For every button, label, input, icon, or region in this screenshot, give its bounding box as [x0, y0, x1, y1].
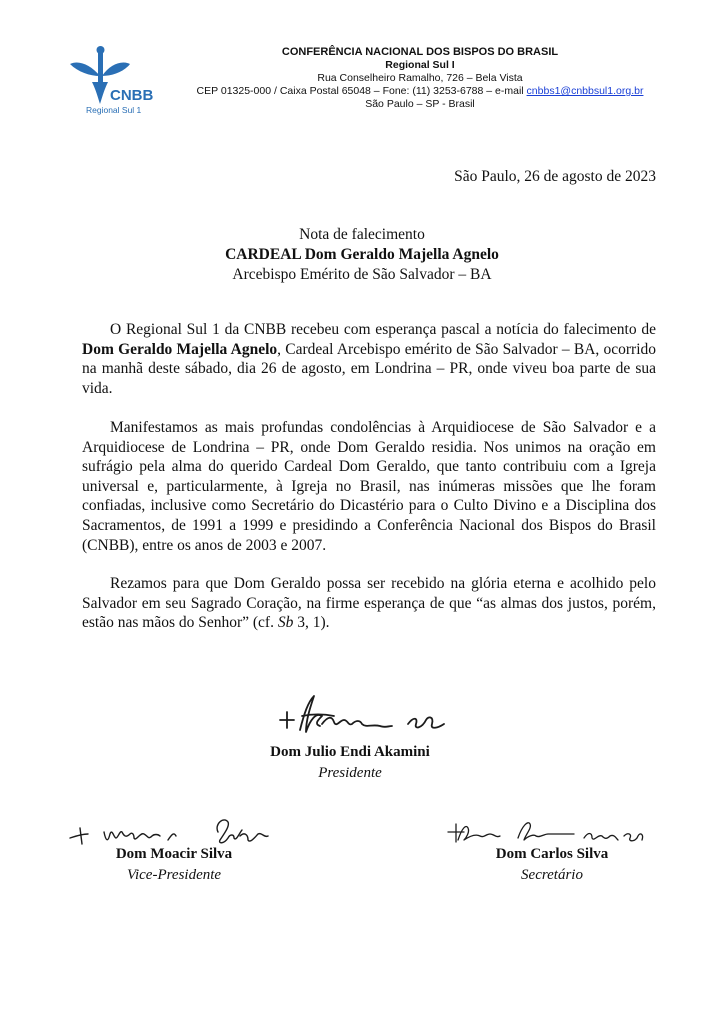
- paragraph-3-text-b: 3, 1).: [293, 614, 330, 632]
- paragraph-1-text-b: , Cardeal Arcebispo emérito de São Salvador – BA, ocorrido na manhã deste sábado, dia 26 de agosto, em Londrina – PR, onde viveu boa parte de sua vida.: [82, 340, 656, 397]
- president-name: Dom Julio Endi Akamini: [270, 744, 430, 760]
- org-name: CONFERÊNCIA NACIONAL DOS BISPOS DO BRASIL: [281, 46, 559, 58]
- president-signature-icon: [276, 690, 456, 742]
- secretary-role: Secretário: [521, 867, 583, 883]
- document-date: São Paulo, 26 de agosto de 2023: [454, 168, 656, 185]
- paragraph-2: Manifestamos as mais profundas condolências à Arquidiocese de São Salvador e a Arquidiocese de Londrina – PR, onde Dom Geraldo residia. Nos unimos na oração em sufrágio pela alma do querido Cardeal Dom Geraldo, que tanto contribuiu com a Igreja universal e, particularmente, à Igreja no Brasil, nas inúmeras missões que lhe foram confiadas, inclusive como Secretário do Dicastério para o Culto Divino e a Disciplina dos Sacramentos, de 1991 a 1999 e presidindo a Conferência Nacional dos Bispos do Brasil (CNBB), entre os anos de 2003 e 2007.: [82, 419, 656, 554]
- contact-prefix: CEP 01325-000 / Caixa Postal 65048 – Fone: (11) 3253-6788 – e-mail: [196, 85, 527, 97]
- president-role: Presidente: [318, 765, 382, 781]
- paragraph-3: [82, 574, 656, 633]
- regional-name: Regional Sul I: [385, 59, 455, 71]
- email-link[interactable]: cnbbs1@cnbbsul1.org.br: [526, 85, 644, 97]
- title-line-1: Nota de falecimento: [299, 226, 425, 243]
- city-line: São Paulo – SP - Brasil: [365, 98, 475, 110]
- logo-subtext: Regional Sul 1: [86, 105, 142, 115]
- address-line: Rua Conselheiro Ramalho, 726 – Bela Vista: [317, 72, 523, 84]
- paragraph-1: [82, 320, 656, 398]
- secretary-name: Dom Carlos Silva: [495, 846, 609, 862]
- letterhead: [160, 46, 680, 111]
- paragraph-3-text-a: Rezamos para que Dom Geraldo possa ser recebido na glória eterna e acolhido pelo Salvador em seu Sagrado Coração, na firme esperança de que “as almas dos justos, porém, estão nas mãos do Senhor” (cf.: [82, 575, 656, 632]
- contact-line: [160, 85, 680, 98]
- paragraph-1-bold: Dom Geraldo Majella Agnelo: [82, 340, 278, 358]
- paragraph-3-italic: Sb: [277, 614, 294, 632]
- vice-president-role: Vice-Presidente: [126, 867, 222, 883]
- vice-president-name: Dom Moacir Silva: [115, 846, 233, 862]
- title-line-2: CARDEAL Dom Geraldo Majella Agnelo: [225, 246, 499, 263]
- title-line-3: Arcebispo Emérito de São Salvador – BA: [232, 266, 492, 283]
- paragraph-1-text-a: O Regional Sul 1 da CNBB recebeu com esperança pascal a notícia do falecimento de: [110, 321, 656, 338]
- logo-text: CNBB: [110, 87, 154, 104]
- title-block: [0, 225, 724, 285]
